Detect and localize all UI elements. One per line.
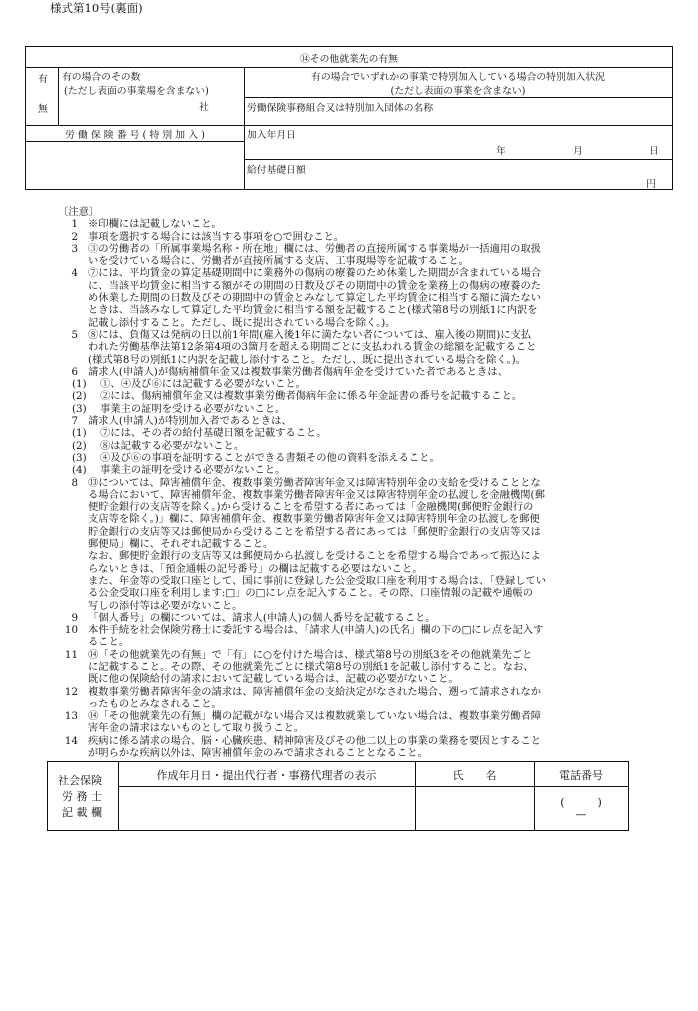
note-line: また、年金等の受取口座として、国に事前に登録した公金受取口座を利用する場合は、「登録してい (88, 574, 547, 587)
count-unit: 社 (199, 102, 209, 113)
note-item: 6 請求人(申請人)が傷病補償年金又は複数事業労働者傷病年金を受けていた者であるときは、 (58, 366, 668, 378)
note-line: 便貯金銀行の支店等を除く。)から受けることを希望する者にあっては「金融機関(郵便貯金銀行の (88, 501, 534, 514)
note-line: ⑭「その他就業先の有無」で「有」に○を付けた場合は、様式第8号の別紙3をその他就業先ごと (88, 648, 533, 661)
no-option[interactable]: 無 (38, 104, 48, 115)
note-line: ※印欄には記載しないこと。 (88, 218, 222, 231)
note-line: 複数事業労働者障害年金の請求は、障害補償年金の支給決定がなされた場合、遡って請求されなか (88, 685, 542, 698)
note-item: 2 事項を選択する場合には該当する事項を○で囲むこと。 (58, 231, 668, 243)
note-item: 4 ⑦には、平均賃金の算定基礎期間中に業務外の傷病の療養のため休業した期間が含まれている場合 に、当該平均賃金に相当する額がその期間の日数及びその期間中の賃金を業務上の傷病の療養のた め休業した期間の日数及びその期間中の賃金とみなして算定した平均賃金に相当する額に満たない ときは、当該みなして算定した平均賃金に相当する額を記載すること(様式第8号の別紙1に内訳を 記載し添付すること。ただし、既に提出されている場合を除く。)。 (58, 267, 668, 328)
note-line: 貯金銀行の支店等又は郵便局から受けることを希望する者にあっては「郵便貯金銀行の支店等又は (88, 525, 541, 538)
note-subitem: (3) 事業主の証明を受ける必要がないこと。 (72, 402, 286, 415)
sharoushi-label-3: 記 載 欄 (62, 806, 102, 819)
form-number: 様式第10号(裏面) (50, 1, 143, 15)
note-subitem: (3) ④及び⑥の事項を証明することができる書類その他の資料を添えること。 (72, 451, 440, 464)
note-line: ③の労働者の「所属事業場名称・所在地」欄には、労働者の直接所属する事業場が一括適用の取扱 (88, 242, 542, 255)
note-line: に記載すること。その際、その他就業先ごとに様式第8号の別紙1を記載し添付すること。なお、 (88, 660, 534, 673)
note-item: 10 本件手続を社会保険労務士に委託する場合は、「請求人(申請人)の氏名」欄の下の□にレ点を記入す ること。 (58, 624, 668, 649)
count-note: (ただし表面の事業場を含まない) (64, 86, 209, 97)
note-line: ⑭「その他就業先の有無」欄の記載がない場合又は複数就業していない場合は、複数事業労働者障 (88, 710, 542, 723)
special-status-note: (ただし表面の事業を含まない) (390, 86, 526, 97)
note-line: 支店等を除く。)」欄に、障害補償年金、複数事業労働者障害年金又は障害特別年金の払渡しを郵便 (88, 513, 540, 526)
note-item: 9 「個人番号」の欄については、請求人(申請人)の個人番号を記載すること。 (58, 612, 668, 624)
note-line: 疾病に係る請求の場合、脳・心臓疾患、精神障害及びその他二以上の事業の業務を要因とすること (88, 734, 542, 747)
sharoushi-label-2: 労 務 士 (62, 790, 102, 803)
note-line: ときは、当該みなして算定した平均賃金に相当する額を記載すること(様式第8号の別紙1に内訳を (88, 304, 538, 317)
note-line: 写しの添付等は必要がないこと。 (88, 599, 243, 612)
note-item: 5 ⑧には、負傷又は発病の日以前1年間(雇入後1年に満たない者については、雇入後の期間)に支払 われた労働基準法第12条第4項の3箇月を超える期間ごとに支払われる賃金の総額を記載すること (様式第8号の別紙1に内訳を記載し添付すること。ただし、既に提出されている場合を除く。)。 (58, 329, 668, 366)
note-item: 8 ⑬については、障害補償年金、複数事業労働者障害年金又は障害特別年金の支給を受けることとな る場合において、障害補償年金、複数事業労働者障害年金又は障害特別年金の払渡しを金融機関(郵 便貯金銀行の支店等を除く。)から受けることを希望する者にあっては「金融機関(郵便貯金銀行の 支店等を除く。)」欄に、障害補償年金、複数事業労働者障害年金又は障害特別年金の払渡しを郵便 貯金銀行の支店等又は郵便局から受けることを希望する者にあっては「郵便貯金銀行の支店等又は 郵便局」欄に、それぞれ記載すること。 なお、郵便貯金銀行の支店等又は郵便局から払渡しを受けることを希望する場合であって振込によ らないときは、「預金通帳の記号番号」の欄は記載する必要はないこと。 また、年金等の受取口座として、国に事前に登録した公金受取口座を利用する場合は、「登録してい る公金受取口座を利用します:□」の□にレ点を記入すること。その際、口座情報の記載や通帳の 写しの添付等は必要がないこと。 (58, 477, 668, 612)
note-line: る公金受取口座を利用します:□」の□にレ点を記入すること。その際、口座情報の記載や通帳の (88, 587, 534, 600)
join-date-label: 加入年月日 (247, 130, 296, 141)
note-subitem: (1) ①、④及び⑥には記載する必要がないこと。 (72, 378, 306, 391)
note-line: に、当該平均賃金に相当する額がその期間の日数及びその期間中の賃金を業務上の傷病の療養のた (88, 279, 542, 292)
phone-area-code[interactable]: ( ) (560, 796, 602, 809)
note-line: 害年金の請求はないものとして取り扱うこと。 (88, 722, 305, 735)
day-label: 日 (649, 146, 659, 157)
note-item: 3 ③の労働者の「所属事業場名称・所在地」欄には、労働者の直接所属する事業場が一括適用の取扱 いを受けている場合に、労働者が直接所属する支店、工事現場等を記載すること。 (58, 243, 668, 268)
note-line: 既に他の保険給付の請求において記載している場合は、記載の必要がないこと。 (88, 673, 459, 686)
year-label: 年 (496, 146, 506, 157)
note-line: (様式第8号の別紙1に内訳を記載し添付すること。ただし、既に提出されている場合を除く。)。 (88, 353, 526, 366)
note-subitem: (2) ②には、傷病補償年金又は複数事業労働者傷病年金に係る年金証書の番号を記載すること。 (72, 390, 523, 403)
note-line: ⑬については、障害補償年金、複数事業労働者障害年金又は障害特別年金の支給を受けることとな (88, 476, 541, 489)
note-line: いを受けている場合に、労働者が直接所属する支店、工事現場等を記載すること。 (88, 255, 469, 268)
note-line: る場合において、障害補償年金、複数事業労働者障害年金又は障害特別年金の払渡しを金融機関(郵 (88, 488, 545, 501)
yes-option[interactable]: 有 (38, 74, 48, 85)
count-label: 有の場合のその数 (62, 72, 141, 83)
phone-dash: — (575, 808, 587, 821)
note-line: 事項を選択する場合には該当する事項を○で囲むこと。 (88, 230, 345, 243)
note-line: ⑧には、負傷又は発病の日以前1年間(雇入後1年に満たない者については、雇入後の期間)に支払 (88, 328, 532, 341)
note-item: 11 ⑭「その他就業先の有無」で「有」に○を付けた場合は、様式第8号の別紙3をその他就業先ごと に記載すること。その際、その他就業先ごとに様式第8号の別紙1を記載し添付すること。なお、 既に他の保険給付の請求において記載している場合は、記載の必要がないこと。 (58, 649, 668, 686)
note-line: 郵便局」欄に、それぞれ記載すること。 (88, 538, 274, 551)
note-item: 7 請求人(申請人)が特別加入者であるときは、 (71, 415, 292, 428)
note-item: 12 複数事業労働者障害年金の請求は、障害補償年金の支給決定がなされた場合、遡って請求されなか ったものとみなされること。 (58, 686, 668, 711)
union-name-label: 労働保険事務組合又は特別加入団体の名称 (247, 103, 434, 114)
note-line: 記載し添付すること。ただし、既に提出されている場合を除く。)。 (88, 316, 396, 329)
notes-heading: 〔注意〕 (58, 206, 100, 218)
note-line: 本件手続を社会保険労務士に委託する場合は、「請求人(申請人)の氏名」欄の下の□にレ点を記入す (88, 624, 544, 637)
base-amount-label: 給付基礎日額 (247, 165, 306, 176)
note-item: 1 ※印欄には記載しないこと。 (58, 218, 668, 230)
col-date-header: 作成年月日・提出代行者・事務代理者の表示 (156, 769, 377, 782)
yen-label: 円 (646, 179, 656, 190)
notes-section (58, 206, 668, 759)
note-line: が明らかな疾病以外は、障害補償年金のみで請求されることとなること。 (88, 747, 428, 760)
special-status-title: 有の場合でいずれかの事業で特別加入している場合の特別加入状況 (311, 72, 605, 83)
sharoushi-table (47, 761, 629, 831)
note-subitem: (2) ⑧は記載する必要がないこと。 (72, 439, 245, 452)
note-line: ⑦には、平均賃金の算定基礎期間中に業務外の傷病の療養のため休業した期間が含まれている場合 (88, 267, 542, 280)
col-phone-header: 電話番号 (559, 769, 603, 782)
table-title: ⑭その他就業先の有無 (300, 54, 398, 65)
insurance-number-label: 労 働 保 険 番 号 ( 特 別 加 入 ) (65, 130, 205, 141)
note-line: 「個人番号」の欄については、請求人(申請人)の個人番号を記載すること。 (88, 611, 436, 624)
note-line: ること。 (88, 636, 130, 649)
note-item: 13 ⑭「その他就業先の有無」欄の記載がない場合又は複数就業していない場合は、複数事業労働者障 害年金の請求はないものとして取り扱うこと。 (58, 710, 668, 735)
col-name-header: 氏 名 (452, 769, 497, 782)
note-line: なお、郵便貯金銀行の支店等又は郵便局から払渡しを受けることを希望する場合であって振込によ (88, 550, 541, 563)
note-subitem: (4) 事業主の証明を受ける必要がないこと。 (72, 464, 286, 477)
note-subitem: (1) ⑦には、その者の給付基礎日額を記載すること。 (72, 427, 327, 440)
note-line: 請求人(申請人)が傷病補償年金又は複数事業労働者傷病年金を受けていた者であるときは、 (88, 365, 508, 378)
other-employment-table (25, 46, 673, 190)
month-label: 月 (573, 146, 583, 157)
sharoushi-label-1: 社会保険 (58, 774, 102, 787)
note-line: われた労働基準法第12条第4項の3箇月を超える期間ごとに支払われる賃金の総額を記載すること (88, 341, 537, 354)
note-line: らないときは、「預金通帳の記号番号」の欄は記載する必要はないこと。 (88, 562, 423, 575)
note-line: め休業した期間の日数及びその期間中の賃金とみなして算定した平均賃金に相当する額に満たない (88, 292, 542, 305)
note-line: ったものとみなされること。 (88, 697, 222, 710)
note-item: 14 疾病に係る請求の場合、脳・心臓疾患、精神障害及びその他二以上の事業の業務を要因とすること が明らかな疾病以外は、障害補償年金のみで請求されることとなること。 (58, 735, 668, 760)
